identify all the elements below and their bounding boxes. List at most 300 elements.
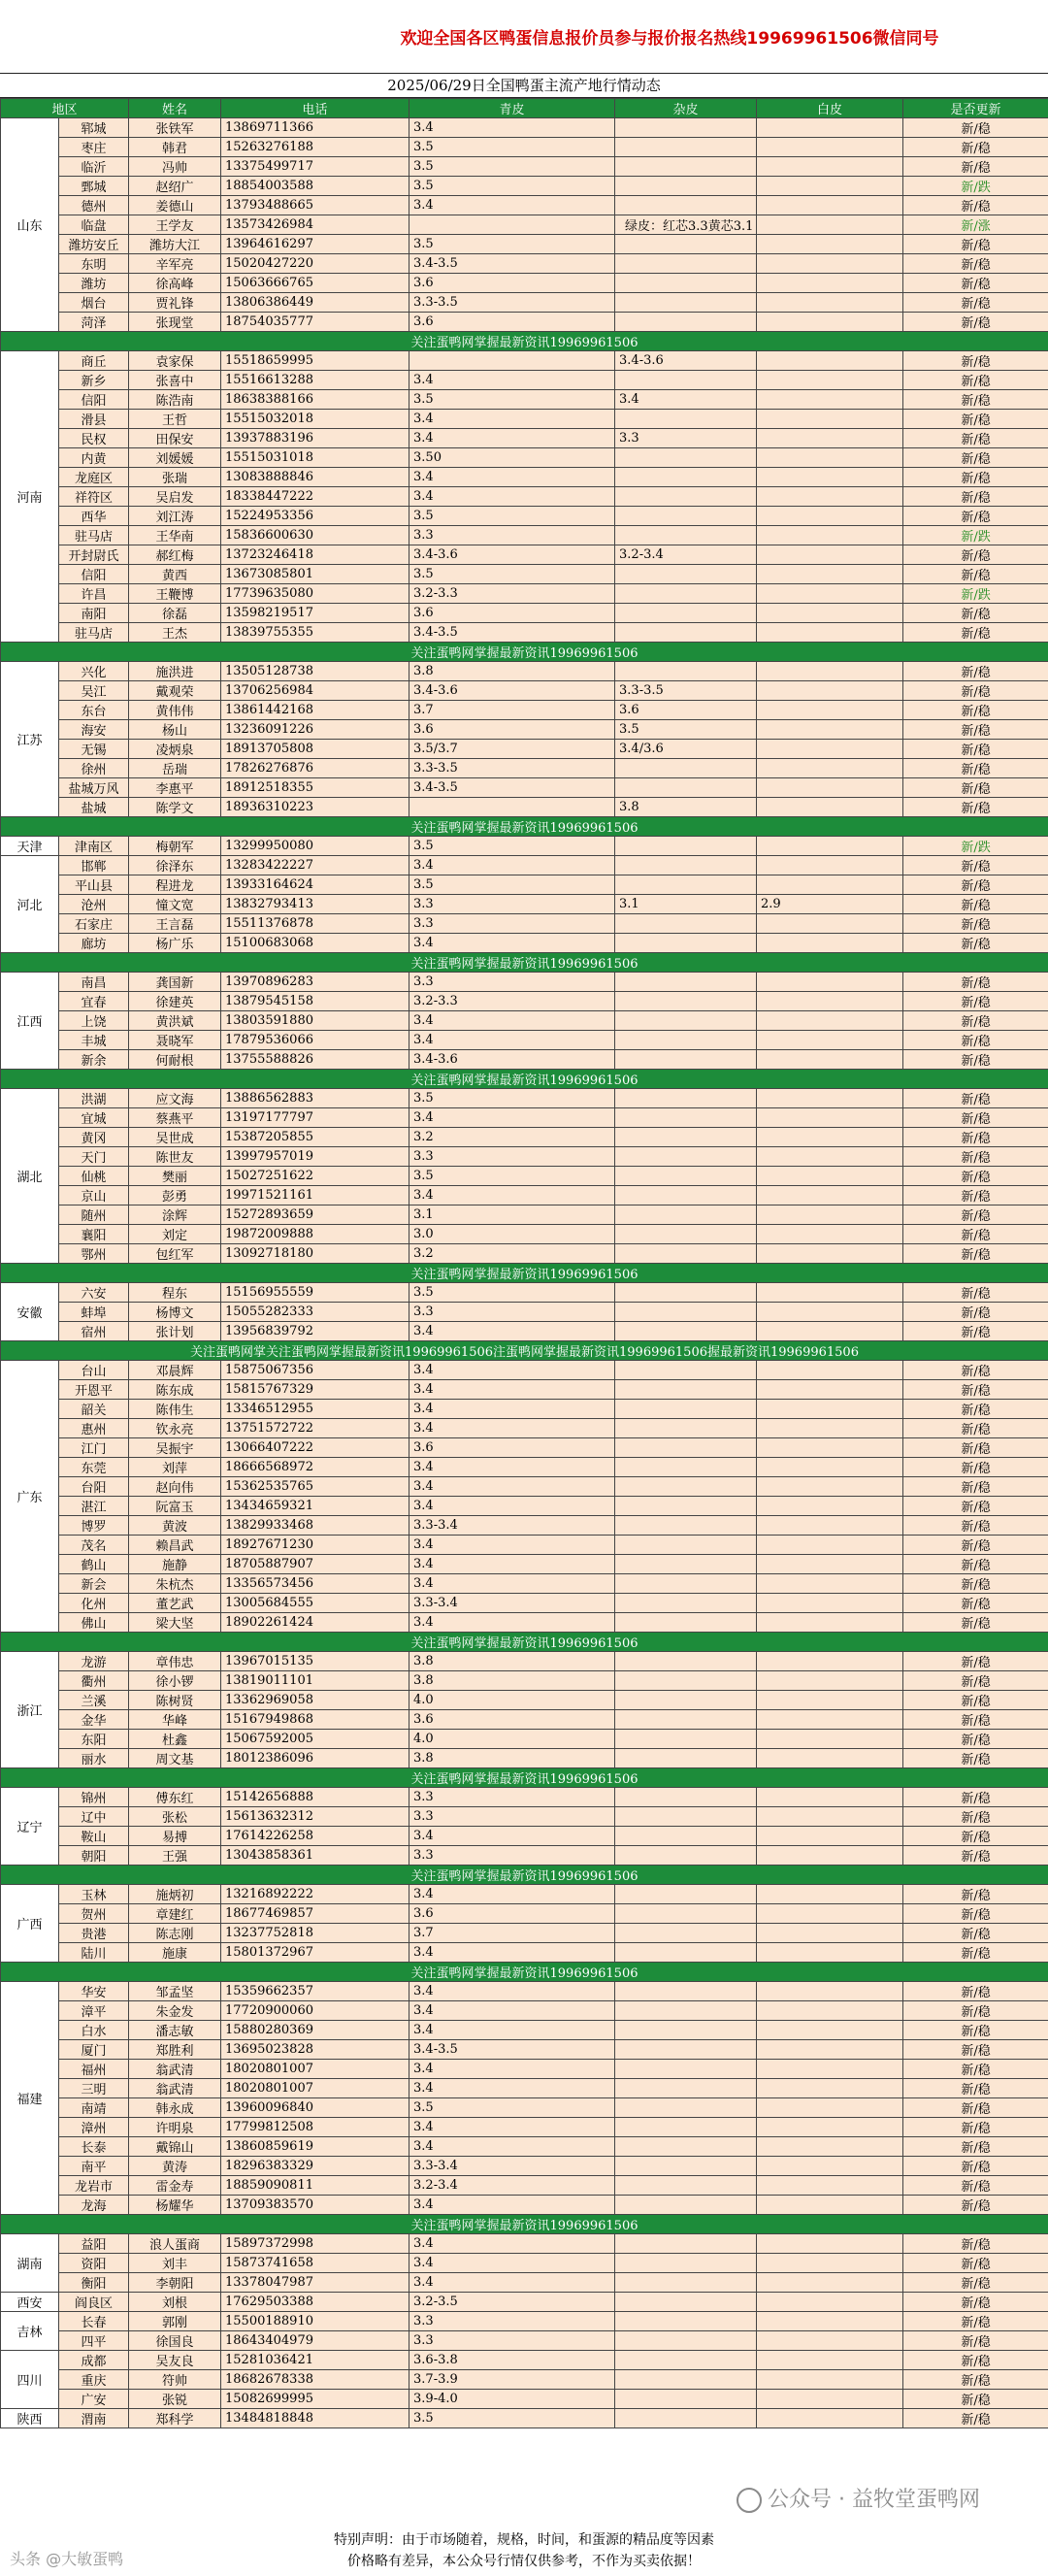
update-cell: 新/稳 xyxy=(903,2176,1048,2196)
table-row xyxy=(1,2254,1048,2273)
name-cell: 龚国新 xyxy=(129,973,221,992)
name-cell: 郝红梅 xyxy=(129,545,221,565)
update-cell: 新/稳 xyxy=(903,429,1048,448)
phone-cell: 17826276876 xyxy=(221,759,409,778)
white-shell-cell xyxy=(757,1574,903,1594)
city-cell: 德州 xyxy=(59,196,129,215)
update-cell: 新/稳 xyxy=(903,1419,1048,1438)
white-shell-cell xyxy=(757,1924,903,1943)
mixed-shell-cell xyxy=(615,1497,757,1516)
table-row xyxy=(1,1788,1048,1807)
phone-cell: 13505128738 xyxy=(221,662,409,681)
green-shell-cell: 3.4 xyxy=(409,2118,615,2137)
white-shell-cell xyxy=(757,2176,903,2196)
mixed-shell-cell xyxy=(615,1749,757,1768)
city-cell: 博罗 xyxy=(59,1516,129,1536)
city-cell: 华安 xyxy=(59,1982,129,2001)
city-cell: 东台 xyxy=(59,701,129,720)
white-shell-cell xyxy=(757,2079,903,2098)
mixed-shell-cell xyxy=(615,507,757,526)
green-shell-cell: 3.4 xyxy=(409,856,615,875)
phone-cell: 13598219517 xyxy=(221,604,409,623)
table-row xyxy=(1,2312,1048,2331)
table-row xyxy=(1,2176,1048,2196)
region-cell: 浙江 xyxy=(1,1652,59,1768)
footer-disclaimer-1: 特别声明：由于市场随着，规格，时间，和蛋源的精品度等因素 xyxy=(334,2532,714,2548)
city-cell: 朝阳 xyxy=(59,1846,129,1866)
update-cell: 新/稳 xyxy=(903,720,1048,740)
update-cell: 新/稳 xyxy=(903,623,1048,643)
table-row xyxy=(1,778,1048,798)
city-cell: 广安 xyxy=(59,2390,129,2409)
name-cell: 章建红 xyxy=(129,1904,221,1924)
name-cell: 杨博文 xyxy=(129,1303,221,1322)
table-row xyxy=(1,914,1048,934)
phone-cell: 17720900060 xyxy=(221,2001,409,2021)
city-cell: 鄂州 xyxy=(59,1244,129,1264)
table-row xyxy=(1,429,1048,448)
table-row xyxy=(1,1982,1048,2001)
phone-cell: 13197177797 xyxy=(221,1108,409,1128)
phone-cell: 13997957019 xyxy=(221,1147,409,1167)
city-cell: 衡阳 xyxy=(59,2273,129,2293)
name-cell: 韩永成 xyxy=(129,2098,221,2118)
white-shell-cell xyxy=(757,468,903,487)
phone-cell: 15142656888 xyxy=(221,1788,409,1807)
mixed-shell-cell xyxy=(615,662,757,681)
table-row xyxy=(1,1089,1048,1108)
city-cell: 天门 xyxy=(59,1147,129,1167)
name-cell: 黄伟伟 xyxy=(129,701,221,720)
table-row xyxy=(1,2370,1048,2390)
region-cell: 福建 xyxy=(1,1982,59,2215)
phone-cell: 13083888846 xyxy=(221,468,409,487)
update-cell: 新/稳 xyxy=(903,1167,1048,1186)
green-shell-cell: 3.3 xyxy=(409,973,615,992)
phone-cell: 15263276188 xyxy=(221,138,409,157)
white-shell-cell xyxy=(757,2157,903,2176)
green-shell-cell: 3.2-3.3 xyxy=(409,992,615,1011)
white-shell-cell xyxy=(757,1827,903,1846)
green-shell-cell: 3.4 xyxy=(409,2273,615,2293)
white-shell-cell xyxy=(757,584,903,604)
phone-cell: 13860859619 xyxy=(221,2137,409,2157)
city-cell: 六安 xyxy=(59,1283,129,1303)
phone-cell: 13869711366 xyxy=(221,118,409,138)
update-cell: 新/涨 xyxy=(903,215,1048,235)
name-cell: 徐小锣 xyxy=(129,1671,221,1691)
table-row xyxy=(1,1885,1048,1904)
table-row xyxy=(1,1361,1048,1380)
white-shell-cell xyxy=(757,1031,903,1050)
white-shell-cell xyxy=(757,177,903,196)
update-cell: 新/稳 xyxy=(903,681,1048,701)
table-row xyxy=(1,798,1048,817)
mixed-shell-cell xyxy=(615,1322,757,1341)
white-shell-cell xyxy=(757,1710,903,1730)
name-cell: 涂辉 xyxy=(129,1205,221,1225)
white-shell-cell xyxy=(757,2118,903,2137)
mixed-shell-cell xyxy=(615,2234,757,2254)
name-cell: 赵向伟 xyxy=(129,1477,221,1497)
green-shell-cell: 3.3 xyxy=(409,1807,615,1827)
name-cell: 杜鑫 xyxy=(129,1730,221,1749)
table-row xyxy=(1,1594,1048,1613)
mixed-shell-cell xyxy=(615,1303,757,1322)
green-shell-cell: 3.9-4.0 xyxy=(409,2390,615,2409)
name-cell: 符帅 xyxy=(129,2370,221,2390)
white-shell-cell xyxy=(757,1361,903,1380)
city-cell: 白水 xyxy=(59,2021,129,2040)
green-shell-cell: 3.6 xyxy=(409,1904,615,1924)
white-shell-cell xyxy=(757,274,903,293)
table-row xyxy=(1,2060,1048,2079)
city-cell: 南昌 xyxy=(59,973,129,992)
green-shell-cell: 3.4 xyxy=(409,1827,615,1846)
phone-cell: 13960096840 xyxy=(221,2098,409,2118)
city-cell: 襄阳 xyxy=(59,1225,129,1244)
city-cell: 菏泽 xyxy=(59,313,129,332)
name-cell: 岳瑞 xyxy=(129,759,221,778)
mixed-shell-cell xyxy=(615,1788,757,1807)
update-cell: 新/稳 xyxy=(903,1982,1048,2001)
table-row xyxy=(1,681,1048,701)
notice-row xyxy=(1,2215,1048,2234)
update-cell: 新/稳 xyxy=(903,740,1048,759)
white-shell-cell xyxy=(757,157,903,177)
green-shell-cell: 3.3 xyxy=(409,1788,615,1807)
update-cell: 新/稳 xyxy=(903,2079,1048,2098)
green-shell-cell: 3.6 xyxy=(409,1438,615,1458)
table-row xyxy=(1,662,1048,681)
city-cell: 信阳 xyxy=(59,565,129,584)
name-cell: 赖昌武 xyxy=(129,1536,221,1555)
phone-cell: 13484818848 xyxy=(221,2409,409,2428)
update-cell: 新/稳 xyxy=(903,410,1048,429)
table-row xyxy=(1,1924,1048,1943)
white-shell-cell xyxy=(757,992,903,1011)
white-shell-cell xyxy=(757,1108,903,1128)
mixed-shell-cell xyxy=(615,1147,757,1167)
white-shell-cell xyxy=(757,1244,903,1264)
table-row xyxy=(1,1147,1048,1167)
table-row xyxy=(1,1904,1048,1924)
name-cell: 章伟忠 xyxy=(129,1652,221,1671)
update-cell: 新/稳 xyxy=(903,118,1048,138)
table-row xyxy=(1,973,1048,992)
update-cell: 新/稳 xyxy=(903,662,1048,681)
footer-disclaimer-2: 价格略有差异，本公众号行情仅供参考，不作为买卖依据！ xyxy=(347,2554,701,2569)
update-cell: 新/稳 xyxy=(903,2137,1048,2157)
white-shell-cell xyxy=(757,313,903,332)
city-cell: 惠州 xyxy=(59,1419,129,1438)
table-row xyxy=(1,1671,1048,1691)
city-cell: 东明 xyxy=(59,254,129,274)
name-cell: 黄西 xyxy=(129,565,221,584)
city-cell: 南靖 xyxy=(59,2098,129,2118)
white-shell-cell xyxy=(757,254,903,274)
mixed-shell-cell xyxy=(615,487,757,507)
green-shell-cell: 3.4 xyxy=(409,1885,615,1904)
update-cell: 新/稳 xyxy=(903,2390,1048,2409)
name-cell: 吴友良 xyxy=(129,2351,221,2370)
green-shell-cell: 3.6 xyxy=(409,720,615,740)
mixed-shell-cell xyxy=(615,1807,757,1827)
update-cell: 新/稳 xyxy=(903,487,1048,507)
table-row xyxy=(1,1244,1048,1264)
white-shell-cell xyxy=(757,1788,903,1807)
update-cell: 新/稳 xyxy=(903,1303,1048,1322)
update-cell: 新/稳 xyxy=(903,1147,1048,1167)
table-row xyxy=(1,1438,1048,1458)
white-shell-cell xyxy=(757,2234,903,2254)
white-shell-cell xyxy=(757,798,903,817)
green-shell-cell: 3.50 xyxy=(409,448,615,468)
name-cell: 张喜中 xyxy=(129,371,221,390)
name-cell: 许明泉 xyxy=(129,2118,221,2137)
update-cell: 新/稳 xyxy=(903,1438,1048,1458)
table-row xyxy=(1,157,1048,177)
table-row xyxy=(1,2021,1048,2040)
phone-cell: 15815767329 xyxy=(221,1380,409,1400)
name-cell: 王言磊 xyxy=(129,914,221,934)
city-cell: 新会 xyxy=(59,1574,129,1594)
name-cell: 易搏 xyxy=(129,1827,221,1846)
table-row xyxy=(1,604,1048,623)
table-row xyxy=(1,1497,1048,1516)
name-cell: 王杰 xyxy=(129,623,221,643)
update-cell: 新/稳 xyxy=(903,2254,1048,2273)
notice-text: 关注蛋鸭网掌握最新资讯19969961506 xyxy=(1,953,1048,973)
green-shell-cell: 3.4 xyxy=(409,2196,615,2215)
white-shell-cell xyxy=(757,2390,903,2409)
mixed-shell-cell xyxy=(615,2040,757,2060)
table-row xyxy=(1,507,1048,526)
white-shell-cell xyxy=(757,138,903,157)
mixed-shell-cell xyxy=(615,138,757,157)
green-shell-cell: 3.8 xyxy=(409,1671,615,1691)
city-cell: 洪湖 xyxy=(59,1089,129,1108)
green-shell-cell: 3.4 xyxy=(409,1982,615,2001)
watermark-author: 头条 @大敏蛋鸭 xyxy=(10,2550,124,2568)
phone-cell: 15063666765 xyxy=(221,274,409,293)
green-shell-cell: 3.4-3.5 xyxy=(409,2040,615,2060)
phone-cell: 13956839792 xyxy=(221,1322,409,1341)
white-shell-cell xyxy=(757,2312,903,2331)
update-cell: 新/稳 xyxy=(903,1458,1048,1477)
phone-cell: 15613632312 xyxy=(221,1807,409,1827)
mixed-shell-cell xyxy=(615,1885,757,1904)
city-cell: 宜城 xyxy=(59,1108,129,1128)
mixed-shell-cell xyxy=(615,2254,757,2273)
notice-text: 关注蛋鸭网掌握最新资讯19969961506 xyxy=(1,2215,1048,2234)
phone-cell: 13861442168 xyxy=(221,701,409,720)
green-shell-cell: 4.0 xyxy=(409,1730,615,1749)
update-cell: 新/稳 xyxy=(903,2293,1048,2312)
phone-cell: 13829933468 xyxy=(221,1516,409,1536)
white-shell-cell xyxy=(757,720,903,740)
update-cell: 新/稳 xyxy=(903,1361,1048,1380)
green-shell-cell: 3.5 xyxy=(409,565,615,584)
table-row xyxy=(1,1807,1048,1827)
green-shell-cell: 3.4 xyxy=(409,429,615,448)
green-shell-cell: 3.5 xyxy=(409,138,615,157)
mixed-shell-cell xyxy=(615,235,757,254)
update-cell: 新/稳 xyxy=(903,1477,1048,1497)
name-cell: 陈东成 xyxy=(129,1380,221,1400)
col-region: 地区 xyxy=(1,99,129,118)
region-cell: 河南 xyxy=(1,351,59,643)
name-cell: 程进龙 xyxy=(129,875,221,895)
phone-cell: 13005684555 xyxy=(221,1594,409,1613)
city-cell: 东莞 xyxy=(59,1458,129,1477)
table-row xyxy=(1,2001,1048,2021)
table-row xyxy=(1,313,1048,332)
name-cell: 何耐根 xyxy=(129,1050,221,1070)
watermark-account-text: 公众号 · 益牧堂蛋鸭网 xyxy=(768,2488,980,2512)
mixed-shell-cell xyxy=(615,1574,757,1594)
notice-row xyxy=(1,1768,1048,1788)
update-cell: 新/稳 xyxy=(903,1244,1048,1264)
green-shell-cell: 3.2-3.4 xyxy=(409,2176,615,2196)
table-body xyxy=(1,118,1048,2428)
table-row xyxy=(1,1730,1048,1749)
update-cell: 新/稳 xyxy=(903,1943,1048,1963)
phone-cell: 13839755355 xyxy=(221,623,409,643)
green-shell-cell: 3.4-3.6 xyxy=(409,681,615,701)
city-cell: 祥符区 xyxy=(59,487,129,507)
white-shell-cell xyxy=(757,662,903,681)
green-shell-cell: 3.3 xyxy=(409,1303,615,1322)
update-cell: 新/稳 xyxy=(903,1691,1048,1710)
mixed-shell-cell xyxy=(615,2137,757,2157)
white-shell-cell xyxy=(757,545,903,565)
green-shell-cell: 3.5 xyxy=(409,235,615,254)
name-cell: 黄涛 xyxy=(129,2157,221,2176)
name-cell: 戴观荣 xyxy=(129,681,221,701)
city-cell: 厦门 xyxy=(59,2040,129,2060)
phone-cell: 13695023828 xyxy=(221,2040,409,2060)
name-cell: 王学友 xyxy=(129,215,221,235)
update-cell: 新/稳 xyxy=(903,313,1048,332)
mixed-shell-cell: 3.2-3.4 xyxy=(615,545,757,565)
green-shell-cell: 3.3 xyxy=(409,914,615,934)
white-shell-cell xyxy=(757,2370,903,2390)
city-cell: 江门 xyxy=(59,1438,129,1458)
name-cell: 浪人蛋商 xyxy=(129,2234,221,2254)
table-row xyxy=(1,2293,1048,2312)
update-cell: 新/稳 xyxy=(903,2234,1048,2254)
city-cell: 锦州 xyxy=(59,1788,129,1807)
white-shell-cell xyxy=(757,1147,903,1167)
phone-cell: 13434659321 xyxy=(221,1497,409,1516)
update-cell: 新/稳 xyxy=(903,390,1048,410)
name-cell: 邹孟坚 xyxy=(129,1982,221,2001)
name-cell: 王鞭博 xyxy=(129,584,221,604)
update-cell: 新/稳 xyxy=(903,1652,1048,1671)
green-shell-cell: 3.4 xyxy=(409,1108,615,1128)
white-shell-cell xyxy=(757,1400,903,1419)
name-cell: 潘志敏 xyxy=(129,2021,221,2040)
table-row xyxy=(1,2137,1048,2157)
name-cell: 施静 xyxy=(129,1555,221,1574)
phone-cell: 15362535765 xyxy=(221,1477,409,1497)
mixed-shell-cell xyxy=(615,2098,757,2118)
name-cell: 吴世成 xyxy=(129,1128,221,1147)
table-row xyxy=(1,934,1048,953)
white-shell-cell xyxy=(757,837,903,856)
city-cell: 邯郸 xyxy=(59,856,129,875)
green-shell-cell: 3.8 xyxy=(409,1749,615,1768)
green-shell-cell: 3.4-3.5 xyxy=(409,778,615,798)
mixed-shell-cell xyxy=(615,837,757,856)
phone-cell: 18296383329 xyxy=(221,2157,409,2176)
mixed-shell-cell xyxy=(615,254,757,274)
update-cell: 新/稳 xyxy=(903,1671,1048,1691)
phone-cell: 13933164624 xyxy=(221,875,409,895)
mixed-shell-cell: 3.8 xyxy=(615,798,757,817)
mixed-shell-cell xyxy=(615,1361,757,1380)
city-cell: 成都 xyxy=(59,2351,129,2370)
banner-text: 欢迎全国各区鸭蛋信息报价员参与报价报名热线19969961506微信同号 xyxy=(400,29,939,49)
table-row xyxy=(1,1205,1048,1225)
green-shell-cell: 3.4 xyxy=(409,1477,615,1497)
green-shell-cell: 3.4 xyxy=(409,1419,615,1438)
phone-cell: 13886562883 xyxy=(221,1089,409,1108)
city-cell: 津南区 xyxy=(59,837,129,856)
phone-cell: 15387205855 xyxy=(221,1128,409,1147)
phone-cell: 13832793413 xyxy=(221,895,409,914)
notice-row xyxy=(1,643,1048,662)
city-cell: 丰城 xyxy=(59,1031,129,1050)
update-cell: 新/稳 xyxy=(903,778,1048,798)
city-cell: 龙游 xyxy=(59,1652,129,1671)
update-cell: 新/跌 xyxy=(903,526,1048,545)
phone-cell: 13673085801 xyxy=(221,565,409,584)
phone-cell: 18666568972 xyxy=(221,1458,409,1477)
update-cell: 新/稳 xyxy=(903,1730,1048,1749)
city-cell: 西华 xyxy=(59,507,129,526)
green-shell-cell: 3.5/3.7 xyxy=(409,740,615,759)
name-cell: 阮富玉 xyxy=(129,1497,221,1516)
phone-cell: 15067592005 xyxy=(221,1730,409,1749)
white-shell-cell xyxy=(757,293,903,313)
wechat-icon xyxy=(737,2488,762,2513)
name-cell: 应文海 xyxy=(129,1089,221,1108)
green-shell-cell: 3.5 xyxy=(409,390,615,410)
city-cell: 茂名 xyxy=(59,1536,129,1555)
update-cell: 新/稳 xyxy=(903,196,1048,215)
white-shell-cell xyxy=(757,1846,903,1866)
white-shell-cell xyxy=(757,1438,903,1458)
name-cell: 翁武清 xyxy=(129,2060,221,2079)
table-row xyxy=(1,2331,1048,2351)
name-cell: 冯帅 xyxy=(129,157,221,177)
table-row xyxy=(1,1011,1048,1031)
white-shell-cell xyxy=(757,1380,903,1400)
white-shell-cell xyxy=(757,1516,903,1536)
mixed-shell-cell xyxy=(615,1710,757,1730)
table-row xyxy=(1,274,1048,293)
phone-cell: 18913705808 xyxy=(221,740,409,759)
region-cell: 辽宁 xyxy=(1,1788,59,1866)
update-cell: 新/稳 xyxy=(903,2331,1048,2351)
update-cell: 新/稳 xyxy=(903,798,1048,817)
mixed-shell-cell xyxy=(615,1128,757,1147)
green-shell-cell xyxy=(409,798,615,817)
white-shell-cell xyxy=(757,1225,903,1244)
mixed-shell-cell xyxy=(615,1380,757,1400)
